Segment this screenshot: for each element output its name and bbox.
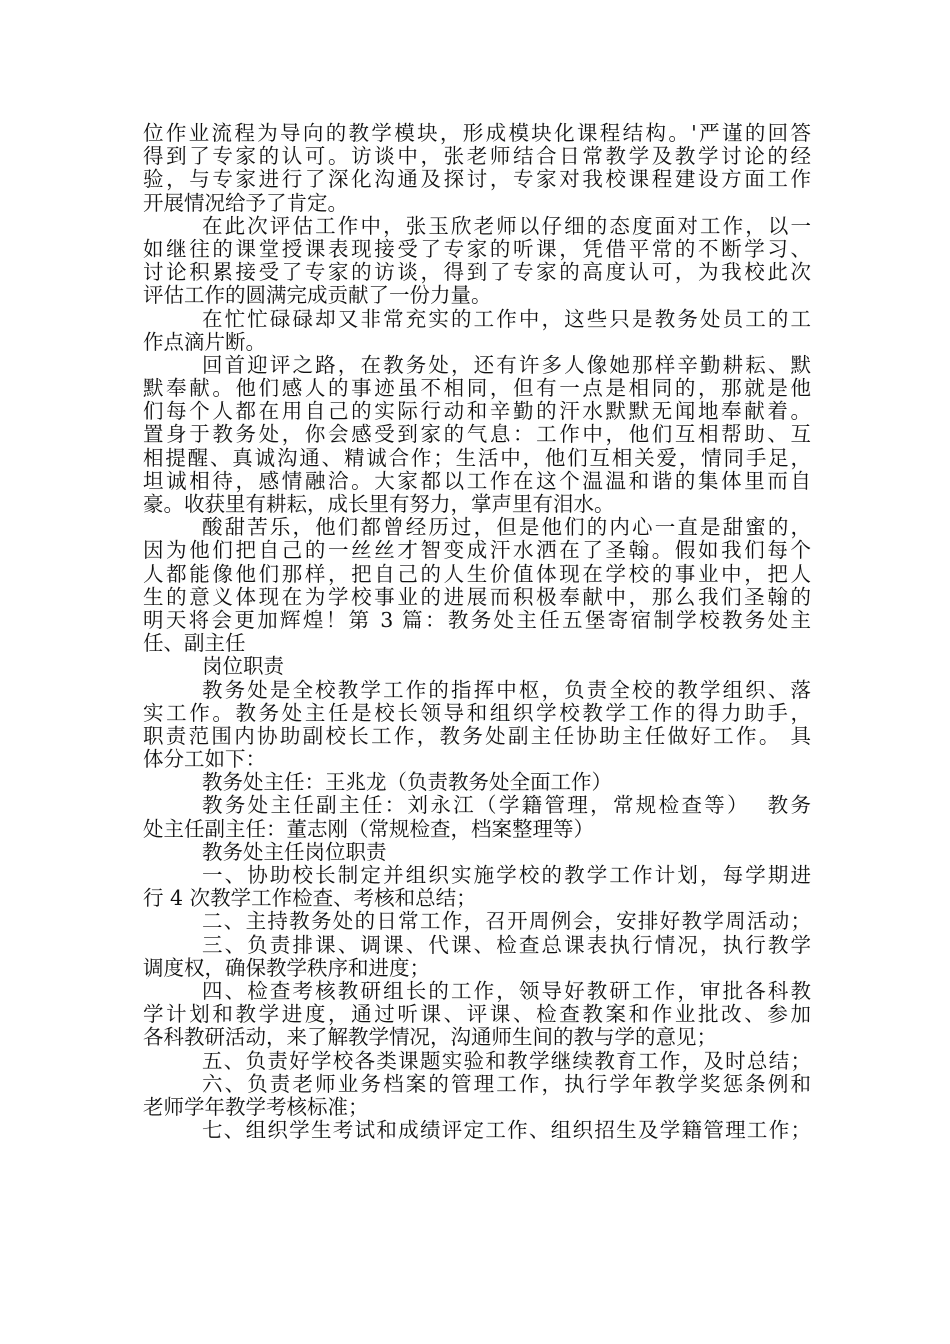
text-line: 开展情况给予了肯定。 xyxy=(143,190,348,215)
text-line: 任、副主任 xyxy=(143,631,246,656)
text-line: 置身于教务处，你会感受到家的气息：工作中，他们互相帮助、互 xyxy=(143,422,811,447)
text-line: 明天将会更加辉煌！第 3 篇：教务处主任五堡寄宿制学校教务处主 xyxy=(143,607,811,632)
text-line: 职责范围内协助副校长工作，教务处副主任协助主任做好工作。 具 xyxy=(143,723,811,748)
text-line: 默奉献。他们感人的事迹虽不相同，但有一点是相同的，那就是他 xyxy=(143,376,811,401)
text-line: 体分工如下： xyxy=(143,747,266,772)
text-line: 六、负责老师业务档案的管理工作，执行学年教学奖惩条例和 xyxy=(202,1071,811,1096)
text-line: 教务处主任副主任：刘永江（学籍管理，常规检查等） 教务 xyxy=(202,793,811,818)
text-line: 教务处是全校教学工作的指挥中枢，负责全校的教学组织、落 xyxy=(202,677,811,702)
text-line: 讨论积累接受了专家的访谈，得到了专家的高度认可，为我校此次 xyxy=(143,260,811,285)
text-line: 老师学年教学考核标准； xyxy=(143,1094,369,1119)
text-line: 教务处主任：王兆龙（负责教务处全面工作） xyxy=(202,770,612,795)
text-line: 在忙忙碌碌却又非常充实的工作中，这些只是教务处员工的工 xyxy=(202,306,811,331)
text-line: 学计划和教学进度，通过听课、评课、检查教案和作业批改、参加 xyxy=(143,1002,811,1027)
text-line: 行 4 次教学工作检查、考核和总结； xyxy=(143,886,477,911)
text-line: 们每个人都在用自己的实际行动和辛勤的汗水默默无闻地奉献着。 xyxy=(143,399,811,424)
text-line: 二、主持教务处的日常工作，召开周例会，安排好教学周活动； xyxy=(202,909,811,934)
text-line: 三、负责排课、调课、代课、检查总课表执行情况，执行教学 xyxy=(202,932,811,957)
text-line: 实工作。教务处主任是校长领导和组织学校教学工作的得力助手， xyxy=(143,700,811,725)
text-line: 位作业流程为导向的教学模块，形成模块化课程结构。'严谨的回答 xyxy=(143,121,811,145)
text-line: 坦诚相待，感情融洽。大家都以工作在这个温温和谐的集体里而自 xyxy=(143,468,811,493)
text-line: 各科教研活动，来了解教学情况，沟通师生间的教与学的意见； xyxy=(143,1025,717,1050)
text-line: 岗位职责 xyxy=(202,654,284,679)
document-body xyxy=(143,122,811,1142)
text-line: 因为他们把自己的一丝丝才智变成汗水洒在了圣翰。假如我们每个 xyxy=(143,538,811,563)
text-line: 教务处主任岗位职责 xyxy=(202,839,387,864)
text-line: 评估工作的圆满完成贡献了一份力量。 xyxy=(143,283,492,308)
text-line: 七、组织学生考试和成绩评定工作、组织招生及学籍管理工作； xyxy=(202,1118,811,1143)
text-line: 五、负责好学校各类课题实验和教学继续教育工作，及时总结； xyxy=(202,1048,811,1073)
text-line: 作点滴片断。 xyxy=(143,329,266,354)
text-line: 如继往的课堂授课表现接受了专家的听课，凭借平常的不断学习、 xyxy=(143,236,811,261)
text-line: 在此次评估工作中，张玉欣老师以仔细的态度面对工作，以一 xyxy=(202,213,811,238)
text-line: 人都能像他们那样，把自己的人生价值体现在学校的事业中，把人 xyxy=(143,561,811,586)
text-line: 豪。收获里有耕耘，成长里有努力，掌声里有泪水。 xyxy=(143,492,615,516)
text-line: 生的意义体现在为学校事业的进展而积极奉献中，那么我们圣翰的 xyxy=(143,584,811,609)
text-line: 酸甜苦乐，他们都曾经历过，但是他们的内心一直是甜蜜的， xyxy=(202,515,811,540)
text-line: 处主任副主任：董志刚（常规检查，档案整理等） xyxy=(143,816,594,841)
text-line: 相提醒、真诚沟通、精诚合作；生活中，他们互相关爱，情同手足， xyxy=(143,445,811,470)
text-line: 四、检查考核教研组长的工作，领导好教研工作，审批各科教 xyxy=(202,978,811,1003)
text-line: 回首迎评之路，在教务处，还有许多人像她那样辛勤耕耘、默 xyxy=(202,352,811,377)
text-line: 一、协助校长制定并组织实施学校的教学工作计划，每学期进 xyxy=(202,863,811,887)
text-line: 调度权，确保教学秩序和进度； xyxy=(143,955,430,980)
text-line: 得到了专家的认可。访谈中，张老师结合日常教学及教学讨论的经 xyxy=(143,144,811,169)
text-line: 验，与专家进行了深化沟通及探讨，专家对我校课程建设方面工作 xyxy=(143,167,811,192)
